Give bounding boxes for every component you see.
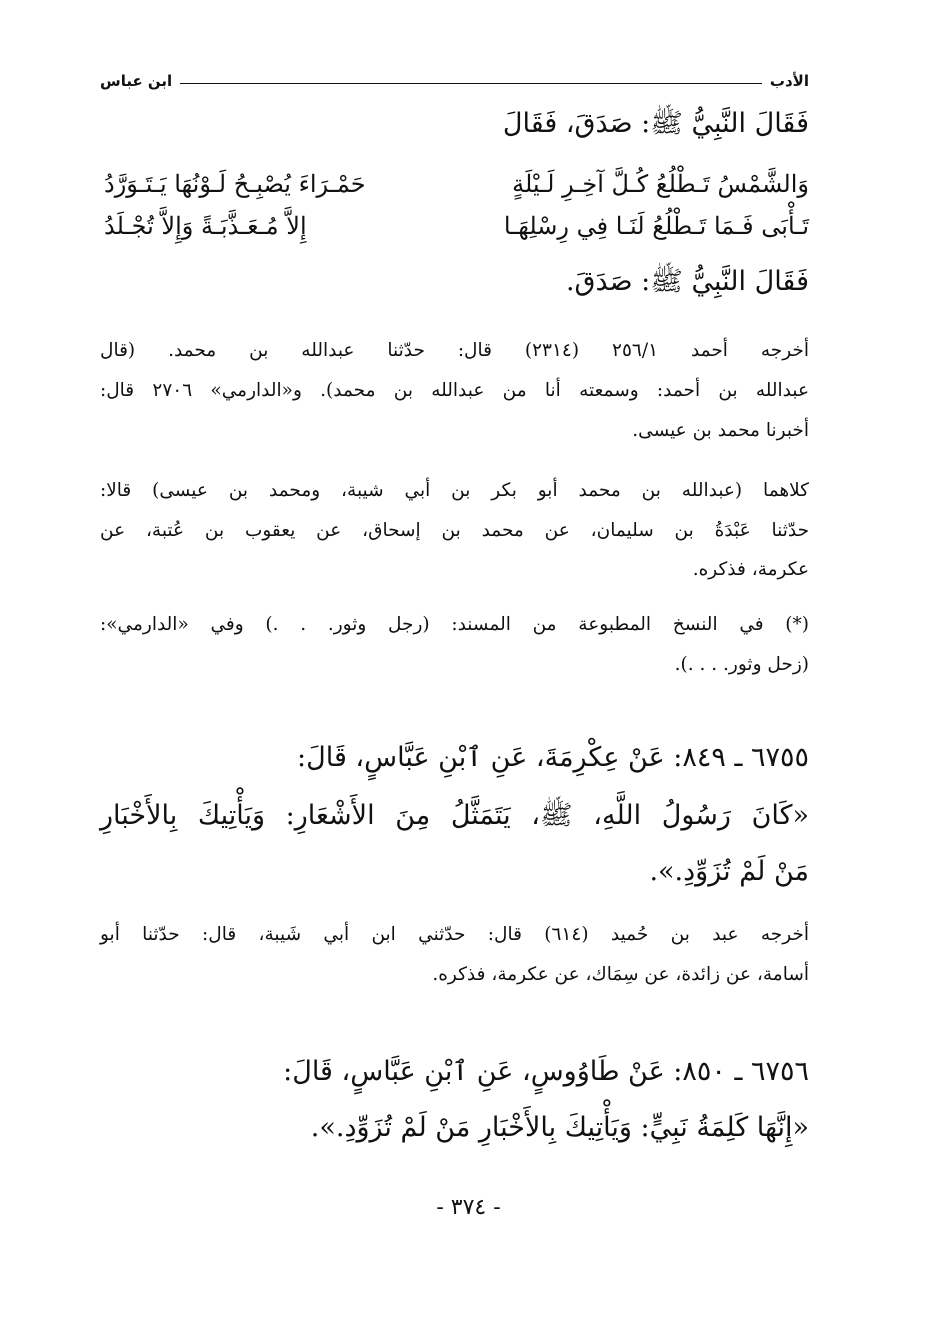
running-header xyxy=(100,64,809,90)
takhrij-3-line-2: أسامة، عن زائدة، عن سِمَاك، عن عكرمة، فذكره. xyxy=(432,964,809,985)
takhrij-3-line-1: أخرجه عبد بن حُميد (٦١٤) قال: حدّثني ابن أبي شَيبة، قال: حدّثنا أبو xyxy=(100,924,809,945)
verse-outro: فَقَالَ النَّبِيُّ ﷺ: صَدَقَ. xyxy=(565,266,809,297)
hadith-6756-heading: ٦٧٥٦ ـ ٨٥٠: عَنْ طَاوُوسٍ، عَنِ ٱبْنِ عَبَّاسٍ، قَالَ: xyxy=(283,1056,809,1087)
header-rule xyxy=(180,83,762,84)
header-section: ابن عباس xyxy=(100,72,173,90)
takhrij-2-line-3: عكرمة، فذكره. xyxy=(692,559,809,580)
note-line-2: (زحل وثور. . . .). xyxy=(674,654,809,675)
verse-row-1-right: وَالشَّمْسُ تَـطْلُعُ كُـلَّ آخِـرِ لَـيْلَةٍ xyxy=(512,170,809,198)
page-number: - ٣٧٤ - xyxy=(436,1195,501,1220)
note-line-1: (*) في النسخ المطبوعة من المسند: (رجل وثور. . .) وفي «الدارمي»: xyxy=(100,614,809,635)
takhrij-1-line-3: أخبرنا محمد بن عيسى. xyxy=(632,420,809,441)
verse-row-2 xyxy=(104,208,809,244)
verse-row-1 xyxy=(104,166,809,202)
takhrij-2-line-1: كلاهما (عبدالله بن محمد أبو بكر بن أبي شيبة، ومحمد بن عيسى) قالا: xyxy=(100,480,809,501)
hadith-6755-line-2: «كَانَ رَسُولُ اللَّهِ، ﷺ، يَتَمَثَّلُ مِنَ الأَشْعَارِ: وَيَأْتِيكَ بِالأَخْبَارِ xyxy=(100,800,809,831)
takhrij-1-line-2: عبدالله بن أحمد: وسمعته أنا من عبدالله بن محمد). و«الدارمي» ٢٧٠٦ قال: xyxy=(100,380,809,401)
takhrij-2-line-2: حدّثنا عَبْدَةُ بن سليمان، عن محمد بن إسحاق، عن يعقوب بن عُتبة، عن xyxy=(100,520,809,541)
verse-row-1-left: حَمْـرَاءَ يُصْبِـحُ لَـوْنُهَا يَـتَـوَرَّدُ xyxy=(104,170,366,198)
verse-intro: فَقَالَ النَّبِيُّ ﷺ: صَدَقَ، فَقَالَ xyxy=(502,108,809,139)
verse-row-2-left: إِلاَّ مُـعَـذَّبَـةً وَإِلاَّ تُجْـلَدُ xyxy=(104,212,307,240)
takhrij-1-line-1: أخرجه أحمد ٢٥٦/١ (٢٣١٤) قال: حدّثنا عبدالله بن محمد. (قال xyxy=(100,340,809,361)
hadith-6755-line-3: مَنْ لَمْ تُزَوِّدِ.». xyxy=(649,856,809,887)
header-chapter: الأدب xyxy=(769,72,809,90)
hadith-6755-heading: ٦٧٥٥ ـ ٨٤٩: عَنْ عِكْرِمَةَ، عَنِ ٱبْنِ عَبَّاسٍ، قَالَ: xyxy=(297,742,809,773)
hadith-6756-line-2: «إِنَّهَا كَلِمَةُ نَبِيٍّ: وَيَأْتِيكَ بِالأَخْبَارِ مَنْ لَمْ تُزَوِّدِ.». xyxy=(310,1112,809,1143)
verse-row-2-right: تَـأْبَى فَـمَا تَـطْلُعُ لَنَـا فِي رِسْلِهَـا xyxy=(503,212,809,240)
